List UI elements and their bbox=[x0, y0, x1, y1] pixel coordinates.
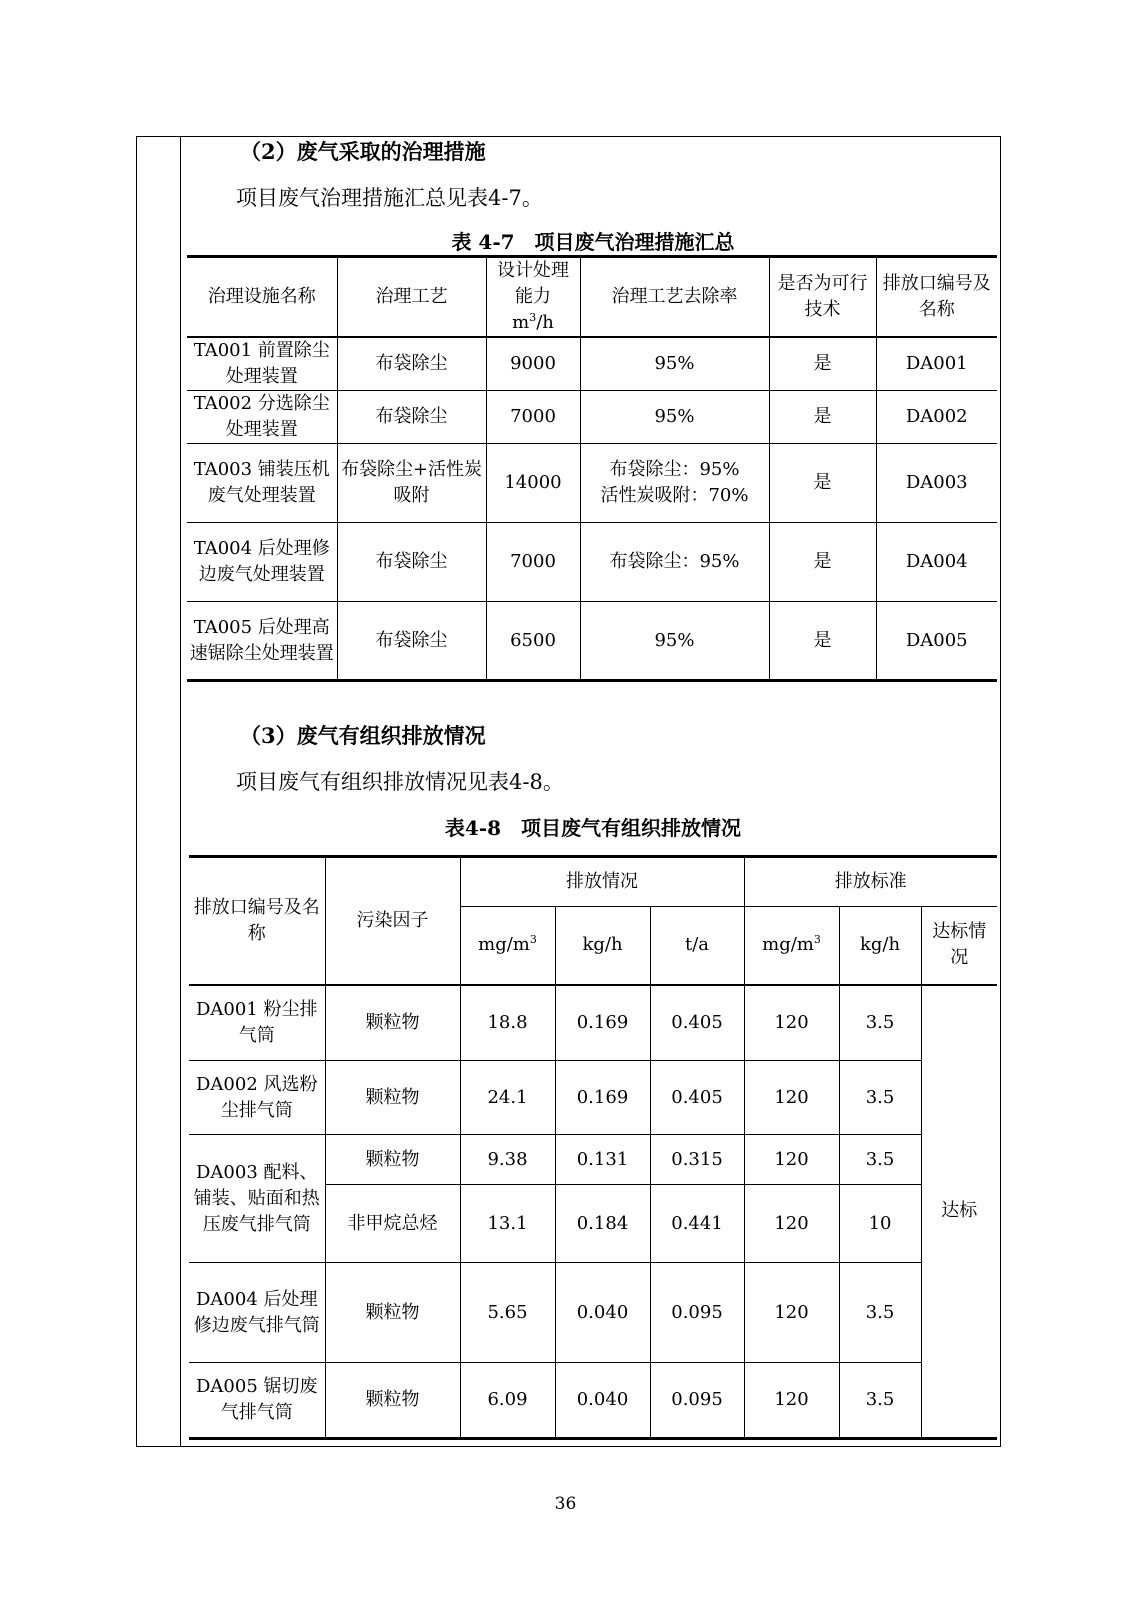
table-4-7-caption: 表 4-7 项目废气治理措施汇总 bbox=[451, 230, 735, 254]
table-row bbox=[187, 602, 997, 681]
cell-rate: 0.184 bbox=[555, 1185, 650, 1263]
cell-pollutant: 颗粒物 bbox=[325, 1263, 460, 1363]
cell-std-conc: 120 bbox=[744, 1135, 839, 1185]
header-outlet: 排放口编号及名称 bbox=[189, 857, 325, 985]
header-feasible: 是否为可行技术 bbox=[769, 257, 876, 338]
cell-feasible: 是 bbox=[769, 337, 876, 391]
cell-process: 布袋除尘 bbox=[337, 523, 486, 602]
cell-std-rate: 3.5 bbox=[839, 1363, 921, 1439]
cell-removal: 布袋除尘：95% bbox=[580, 523, 769, 602]
cell-annual: 0.405 bbox=[650, 1061, 744, 1135]
cell-outlet: DA002 风选粉尘排气筒 bbox=[189, 1061, 325, 1135]
section-3-paragraph: 项目废气有组织排放情况见表4-8。 bbox=[236, 770, 564, 794]
cell-annual: 0.405 bbox=[650, 985, 744, 1061]
cell-conc: 6.09 bbox=[460, 1363, 555, 1439]
cell-process: 布袋除尘 bbox=[337, 337, 486, 391]
cell-pollutant: 颗粒物 bbox=[325, 985, 460, 1061]
header-annual-unit: t/a bbox=[650, 907, 744, 985]
cell-pollutant: 颗粒物 bbox=[325, 1135, 460, 1185]
cell-annual: 0.095 bbox=[650, 1263, 744, 1363]
cell-std-rate: 3.5 bbox=[839, 1135, 921, 1185]
cell-capacity: 6500 bbox=[486, 602, 580, 681]
header-capacity: 设计处理能力 $m^3/h$ bbox=[486, 257, 580, 338]
cell-feasible: 是 bbox=[769, 391, 876, 444]
cell-annual: 0.095 bbox=[650, 1363, 744, 1439]
header-removal-rate: 治理工艺去除率 bbox=[580, 257, 769, 338]
cell-conc: 13.1 bbox=[460, 1185, 555, 1263]
cell-conc: 24.1 bbox=[460, 1061, 555, 1135]
cell-facility: TA003 铺装压机废气处理装置 bbox=[187, 444, 337, 523]
header-emission: 排放情况 bbox=[460, 857, 744, 907]
cell-process: 布袋除尘 bbox=[337, 391, 486, 444]
header-std-rate-unit: kg/h bbox=[839, 907, 921, 985]
table-row bbox=[187, 523, 997, 602]
table-row bbox=[189, 1263, 997, 1363]
cell-rate: 0.131 bbox=[555, 1135, 650, 1185]
cell-feasible: 是 bbox=[769, 444, 876, 523]
header-conc-unit: $mg/m^3$ bbox=[460, 907, 555, 985]
cell-std-conc: 120 bbox=[744, 1185, 839, 1263]
section-3-heading: （3）废气有组织排放情况 bbox=[240, 723, 486, 748]
cell-capacity: 9000 bbox=[486, 337, 580, 391]
cell-pollutant: 颗粒物 bbox=[325, 1061, 460, 1135]
cell-pollutant: 非甲烷总烃 bbox=[325, 1185, 460, 1263]
table-4-7 bbox=[187, 255, 997, 682]
cell-std-conc: 120 bbox=[744, 985, 839, 1061]
table-4-8-caption: 表4-8 项目废气有组织排放情况 bbox=[444, 816, 742, 840]
cell-facility: TA005 后处理高速锯除尘处理装置 bbox=[187, 602, 337, 681]
cell-rate: 0.169 bbox=[555, 985, 650, 1061]
cell-process: 布袋除尘+活性炭吸附 bbox=[337, 444, 486, 523]
cell-process: 布袋除尘 bbox=[337, 602, 486, 681]
cell-annual: 0.441 bbox=[650, 1185, 744, 1263]
cell-std-conc: 120 bbox=[744, 1363, 839, 1439]
cell-std-rate: 3.5 bbox=[839, 1263, 921, 1363]
cell-rate: 0.040 bbox=[555, 1363, 650, 1439]
cell-rate: 0.169 bbox=[555, 1061, 650, 1135]
cell-outlet: DA005 bbox=[876, 602, 997, 681]
cell-facility: TA004 后处理修边废气处理装置 bbox=[187, 523, 337, 602]
cell-capacity: 14000 bbox=[486, 444, 580, 523]
cell-std-conc: 120 bbox=[744, 1263, 839, 1363]
cell-conc: 9.38 bbox=[460, 1135, 555, 1185]
cell-conc: 18.8 bbox=[460, 985, 555, 1061]
table-row bbox=[189, 985, 997, 1061]
cell-feasible: 是 bbox=[769, 602, 876, 681]
header-pollutant: 污染因子 bbox=[325, 857, 460, 985]
cell-outlet: DA003 配料、铺装、贴面和热压废气排气筒 bbox=[189, 1135, 325, 1263]
header-facility: 治理设施名称 bbox=[187, 257, 337, 338]
cell-facility: TA001 前置除尘处理装置 bbox=[187, 337, 337, 391]
section-2-heading: （2）废气采取的治理措施 bbox=[240, 139, 486, 164]
cell-capacity: 7000 bbox=[486, 523, 580, 602]
cell-std-rate: 3.5 bbox=[839, 985, 921, 1061]
cell-capacity: 7000 bbox=[486, 391, 580, 444]
cell-removal: 95% bbox=[580, 337, 769, 391]
cell-outlet: DA005 锯切废气排气筒 bbox=[189, 1363, 325, 1439]
cell-outlet: DA001 粉尘排气筒 bbox=[189, 985, 325, 1061]
cell-outlet: DA004 后处理修边废气排气筒 bbox=[189, 1263, 325, 1363]
table-row bbox=[189, 1363, 997, 1439]
header-compliance: 达标情况 bbox=[921, 907, 997, 985]
cell-outlet: DA004 bbox=[876, 523, 997, 602]
header-rate-unit: kg/h bbox=[555, 907, 650, 985]
cell-std-conc: 120 bbox=[744, 1061, 839, 1135]
cell-feasible: 是 bbox=[769, 523, 876, 602]
table-row bbox=[187, 337, 997, 391]
cell-outlet: DA003 bbox=[876, 444, 997, 523]
table-row bbox=[189, 1061, 997, 1135]
header-process: 治理工艺 bbox=[337, 257, 486, 338]
cell-std-rate: 10 bbox=[839, 1185, 921, 1263]
cell-conc: 5.65 bbox=[460, 1263, 555, 1363]
cell-facility: TA002 分选除尘处理装置 bbox=[187, 391, 337, 444]
header-std-conc-unit: $mg/m^3$ bbox=[744, 907, 839, 985]
cell-removal: 布袋除尘：95% 活性炭吸附：70% bbox=[580, 444, 769, 523]
table-row bbox=[189, 1135, 997, 1185]
cell-outlet: DA002 bbox=[876, 391, 997, 444]
cell-pollutant: 颗粒物 bbox=[325, 1363, 460, 1439]
cell-outlet: DA001 bbox=[876, 337, 997, 391]
table-row bbox=[187, 391, 997, 444]
cell-std-rate: 3.5 bbox=[839, 1061, 921, 1135]
header-standard: 排放标准 bbox=[744, 857, 997, 907]
page-number: 36 bbox=[554, 1494, 577, 1514]
cell-removal: 95% bbox=[580, 602, 769, 681]
cell-compliance: 达标 bbox=[921, 985, 997, 1439]
cell-rate: 0.040 bbox=[555, 1263, 650, 1363]
frame-left-column-divider bbox=[180, 136, 181, 1447]
cell-annual: 0.315 bbox=[650, 1135, 744, 1185]
table-4-8 bbox=[189, 855, 997, 1440]
header-outlet: 排放口编号及名称 bbox=[876, 257, 997, 338]
section-2-paragraph: 项目废气治理措施汇总见表4-7。 bbox=[236, 186, 543, 210]
table-row bbox=[187, 444, 997, 523]
cell-removal: 95% bbox=[580, 391, 769, 444]
